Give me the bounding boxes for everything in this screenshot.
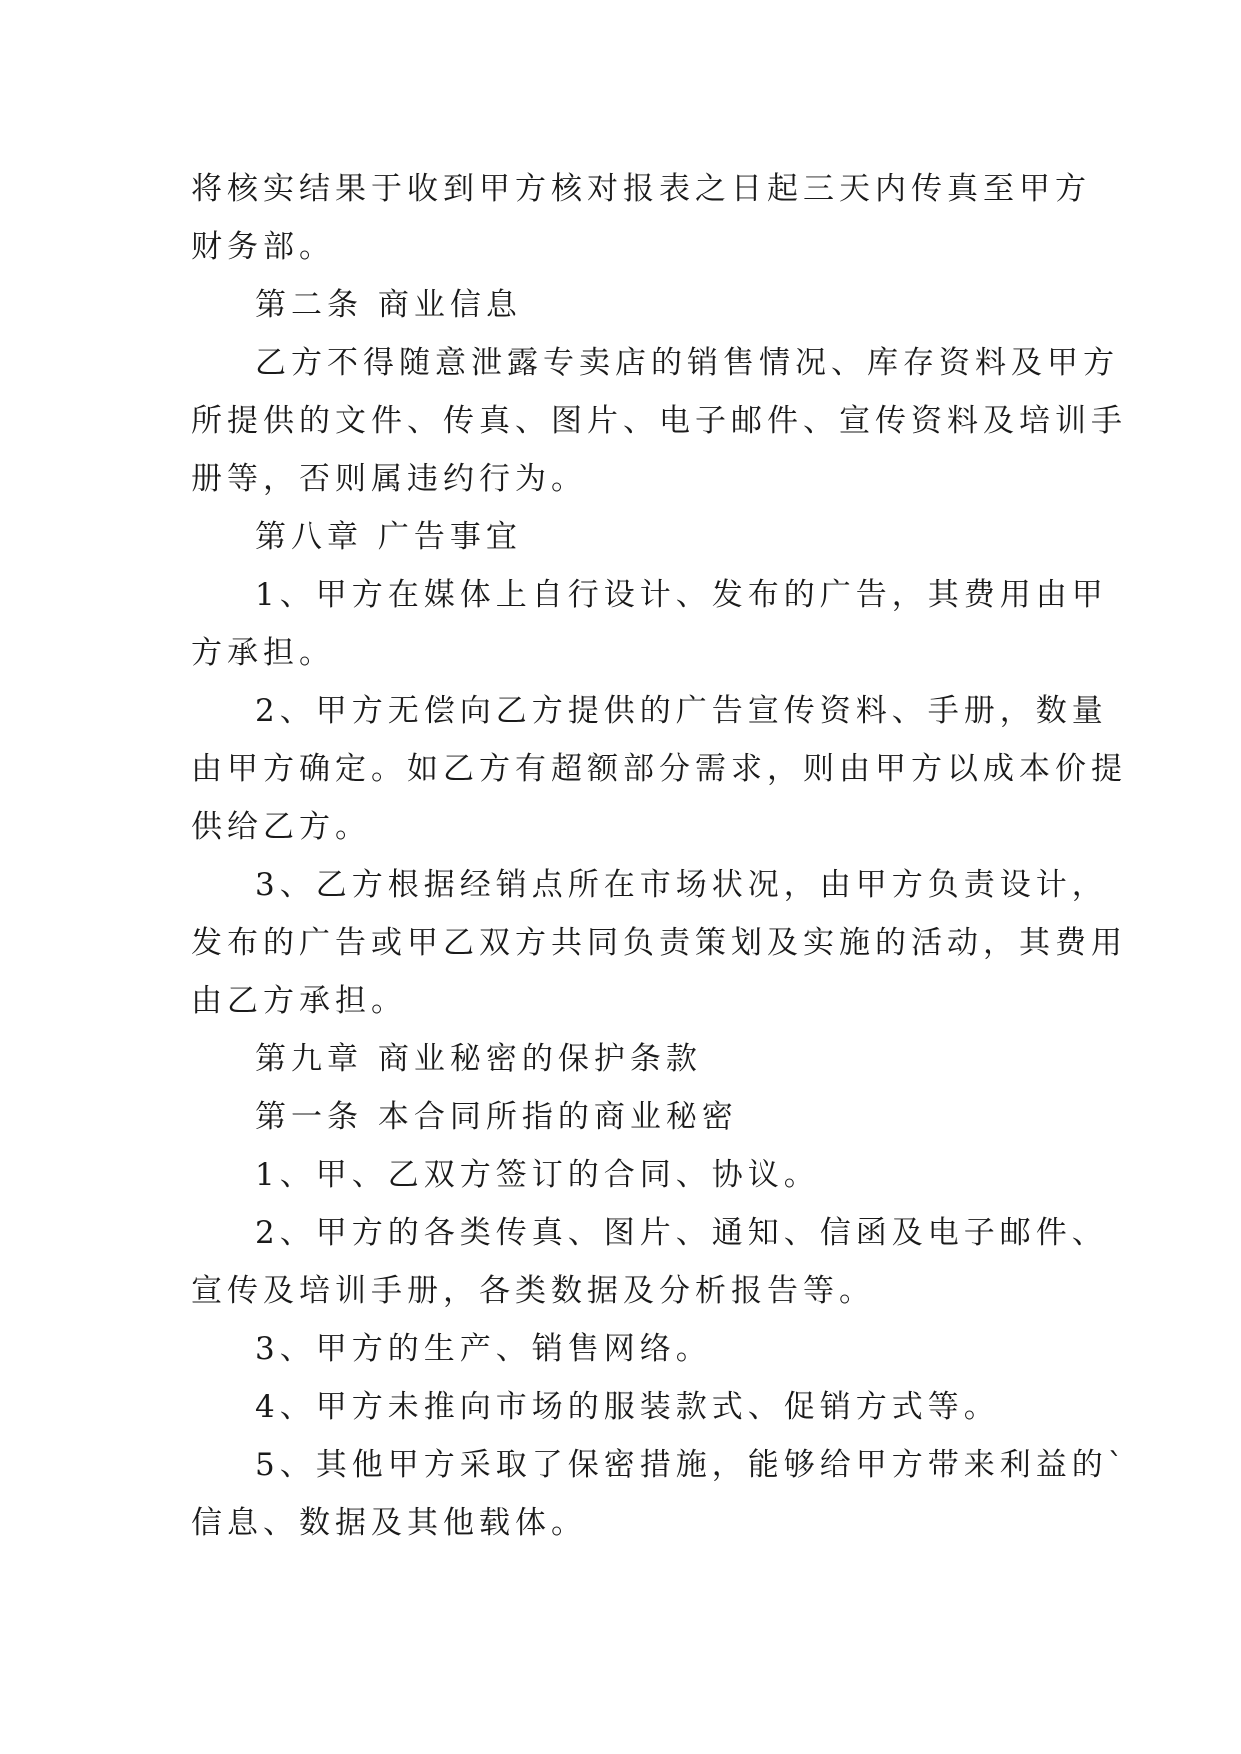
chapter-heading: 第八章 广告事宜 xyxy=(255,519,522,555)
text-line: 册等，否则属违约行为。 xyxy=(191,461,587,497)
text-line: 1、甲方在媒体上自行设计、发布的广告，其费用由甲 xyxy=(255,577,1108,613)
text-line: 2、甲方无偿向乙方提供的广告宣传资料、手册，数量 xyxy=(255,693,1108,729)
text-line: 2、甲方的各类传真、图片、通知、信函及电子邮件、 xyxy=(255,1215,1108,1251)
text-line: 由乙方承担。 xyxy=(191,983,407,1019)
text-line: 将核实结果于收到甲方核对报表之日起三天内传真至甲方 xyxy=(191,171,1091,207)
text-line: 4、甲方未推向市场的服装款式、促销方式等。 xyxy=(255,1389,1000,1425)
text-line: 3、甲方的生产、销售网络。 xyxy=(255,1331,712,1367)
text-line: 1、甲、乙双方签订的合同、协议。 xyxy=(255,1157,820,1193)
document-body xyxy=(191,160,1129,1552)
text-line: 供给乙方。 xyxy=(191,809,371,845)
text-line: 信息、数据及其他载体。 xyxy=(191,1505,587,1541)
text-line: 5、其他甲方采取了保密措施，能够给甲方带来利益的` xyxy=(255,1447,1129,1483)
text-line: 乙方不得随意泄露专卖店的销售情况、库存资料及甲方 xyxy=(255,345,1119,381)
text-line: 发布的广告或甲乙双方共同负责策划及实施的活动，其费用 xyxy=(191,925,1127,961)
text-line: 所提供的文件、传真、图片、电子邮件、宣传资料及培训手 xyxy=(191,403,1127,439)
text-line: 方承担。 xyxy=(191,635,335,671)
article-heading: 第二条 商业信息 xyxy=(255,287,522,323)
chapter-heading: 第九章 商业秘密的保护条款 xyxy=(255,1041,702,1077)
article-heading: 第一条 本合同所指的商业秘密 xyxy=(255,1099,738,1135)
text-line: 由甲方确定。如乙方有超额部分需求，则由甲方以成本价提 xyxy=(191,751,1127,787)
text-line: 财务部。 xyxy=(191,229,335,265)
text-line: 3、乙方根据经销点所在市场状况，由甲方负责设计， xyxy=(255,867,1108,903)
text-line: 宣传及培训手册，各类数据及分析报告等。 xyxy=(191,1273,875,1309)
